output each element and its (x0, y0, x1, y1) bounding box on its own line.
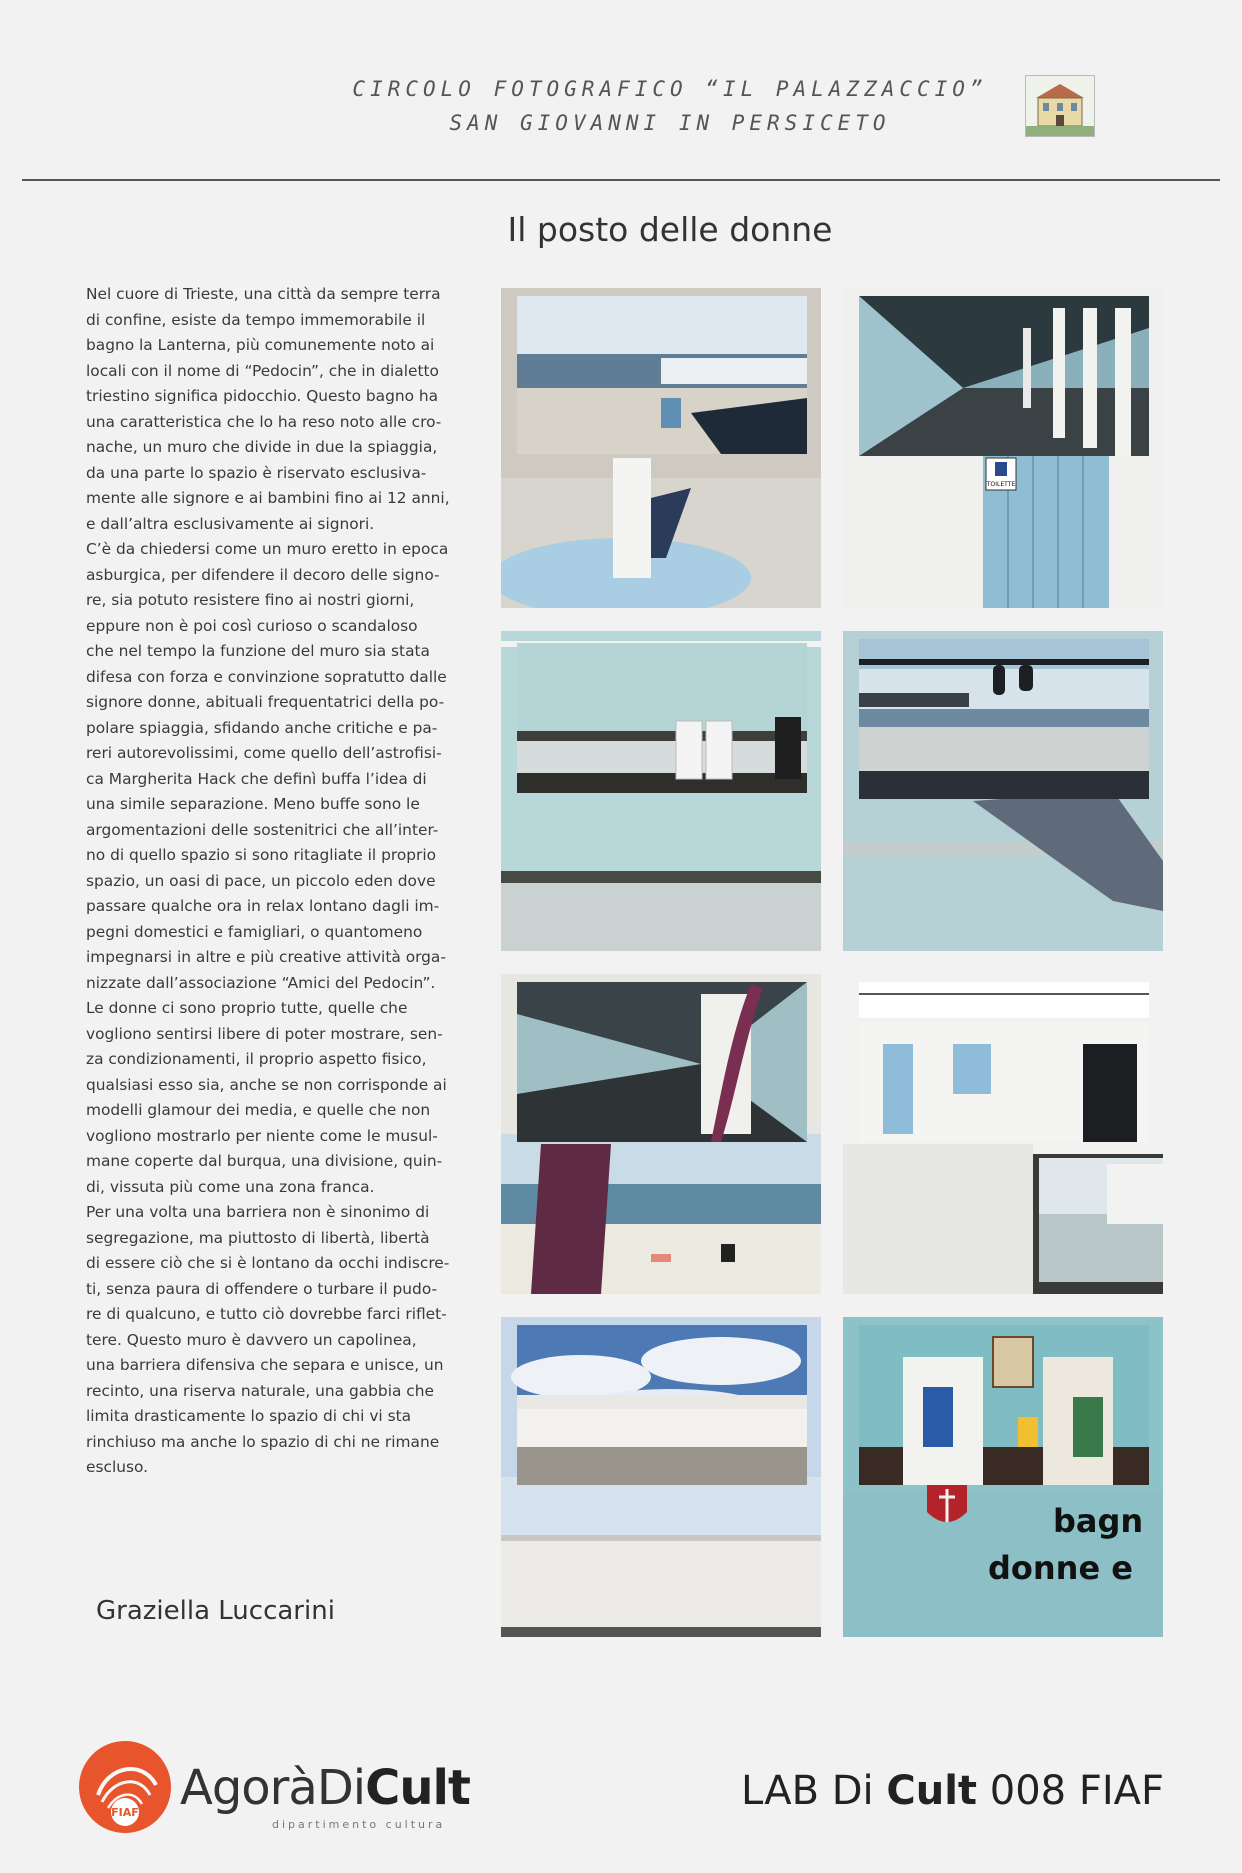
photo-cabins-mirror (843, 974, 1163, 1294)
lab-label-a: LAB Di (741, 1768, 887, 1814)
club-name-line1: CIRCOLO FOTOGRAFICO “IL PALAZZACCIO” (352, 77, 988, 101)
bagno-sign-line2: donne e (988, 1549, 1133, 1587)
article-text: Nel cuore di Trieste, una città da sempre terra di confine, esiste da tempo immemorabile il bagno la Lanterna, più comunemente noto ai locali con il nome di “Pedocin”, che in dialetto triestino significa pidocchio. Questo bagno ha una caratteristica che lo ha reso noto alle cro- nache, un muro che divide in due la spiaggia, da una parte lo spazio è riservato esclusiva- mente alle signore e ai bambini fino ai 12 anni, e dall’altra esclusivamente ai signori. C’è da chiedersi come un muro eretto in epoca asburgica, per difendere il decoro delle signo- re, sia potuto resistere fino ai nostri giorni, eppure non è poi così curioso o scandaloso che nel tempo la funzione del muro sia stata difesa con forza e convinzione sopratutto dalle signore donne, abituali frequentatrici della po- polare spiaggia, sfidando anche critiche e pa- reri autorevolissimi, come quello dell’astrofisi- ca Margherita Hack che definì buffa l’idea di una simile separazione. Meno buffe sono le argomentazioni delle sostenitrici che all’inter- no di quello spazio si sono ritagliate il proprio spazio, un oasi di pace, un piccolo eden dove passare qualche ora in relax lontano dagli im- pegni domestici e famigliari, o quantomeno impegnarsi in altre e più creative attività orga- nizzate dall’associazione “Amici del Pedocin”. Le donne ci sono proprio tutte, quelle che vogliono sentirsi libere di poter mostrare, sen- za condizionamenti, il proprio aspetto fisico, qualsiasi esso sia, anche se non corrisponde ai modelli glamour dei media, e quelle che non vogliono mostrarlo per niente come le musul- mane coperte dal burqua, una divisione, quin- di, vissuta più come una zona franca. Per una volta una barriera non è sinonimo di segregazione, ma piuttosto di libertà, libertà di essere ciò che si è lontano da occhi indiscre- ti, senza paura di offendere o turbare il pudo- re di qualcuno, e tutto ciò dovrebbe farci riflet- tere. Questo muro è davvero un capolinea, una barriera difensiva che separa e unisce, un recinto, una riserva naturale, una gabbia che limita drasticamente lo spazio di chi vi sta rinchiuso ma anche lo spazio di chi ne rimane escluso. (86, 285, 450, 1476)
agora-wordmark-a: AgoràDi (180, 1760, 366, 1816)
photo-slippers-on-rail (843, 631, 1163, 951)
agora-wordmark-b: Cult (365, 1760, 470, 1816)
author-name: Graziella Luccarini (96, 1596, 335, 1626)
photo-interior-sign (843, 1317, 1163, 1637)
toilet-sign: TOILETTE (986, 481, 1016, 488)
agora-subtitle: dipartimento cultura (272, 1818, 446, 1831)
photo-scarf-corridor-beach (501, 974, 821, 1294)
agora-wordmark (180, 1760, 470, 1816)
bagno-sign-line1: bagn (1053, 1502, 1144, 1540)
club-name (300, 72, 1040, 140)
fiaf-badge-text: FIAF (111, 1806, 139, 1819)
header-divider (22, 179, 1220, 181)
photo-beach-wall (501, 288, 821, 608)
photo-white-wall-sky (501, 1317, 821, 1637)
club-name-line2: SAN GIOVANNI IN PERSICETO (449, 111, 891, 135)
agora-logo-badge (78, 1740, 172, 1834)
club-building-logo (1025, 75, 1095, 137)
lab-label-c: 008 FIAF (977, 1768, 1164, 1814)
photo-corridor-toilet-door (843, 288, 1163, 608)
page-title: Il posto delle donne (507, 210, 833, 249)
photo-white-chairs-wall (501, 631, 821, 951)
lab-label-b: Cult (886, 1768, 978, 1814)
lab-label (741, 1768, 1164, 1814)
